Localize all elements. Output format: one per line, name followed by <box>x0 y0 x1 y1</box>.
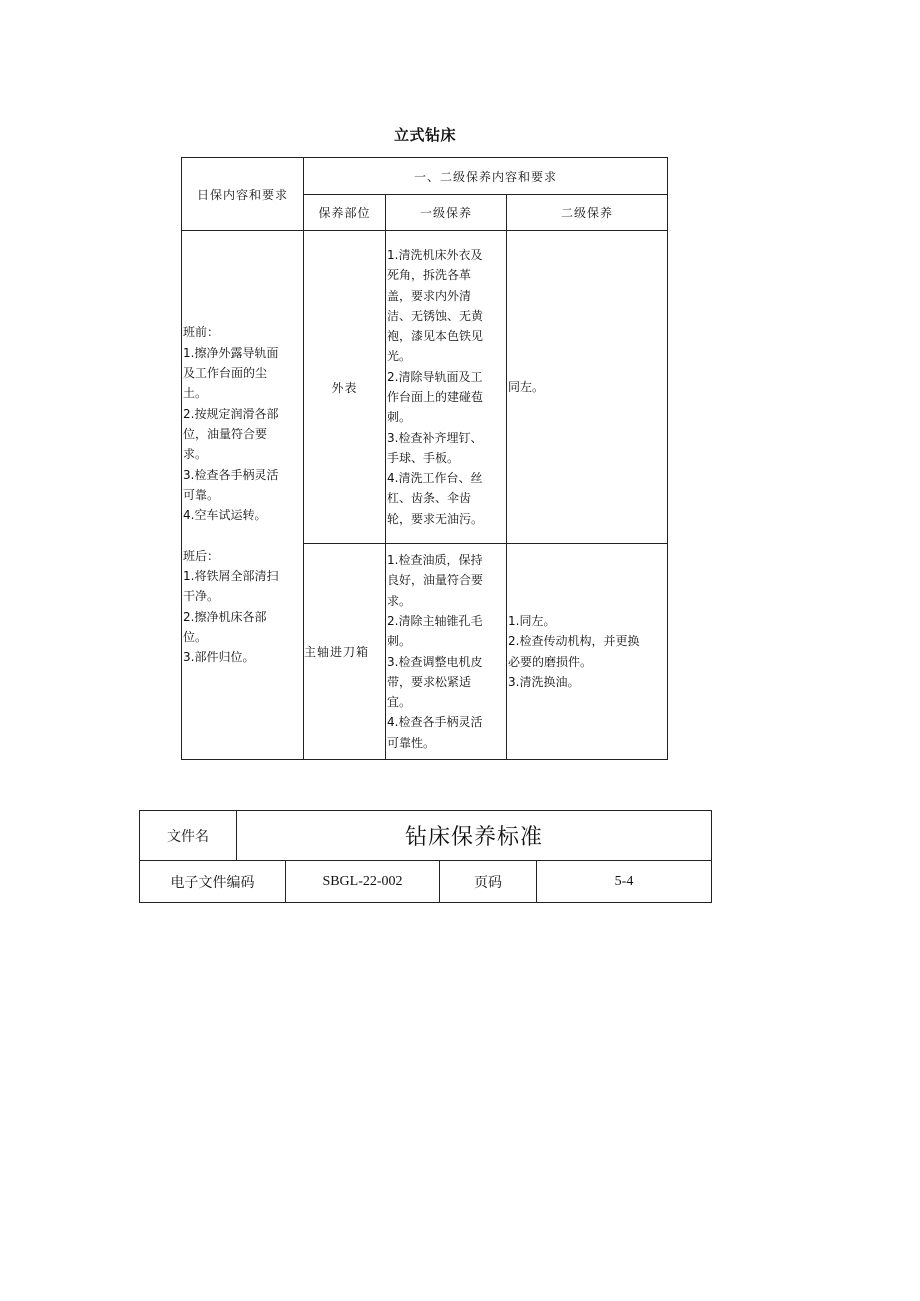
code-label: 电子文件编码 <box>140 861 286 903</box>
page-value: 5-4 <box>537 861 712 903</box>
header-level-1: 一级保养 <box>386 195 507 231</box>
file-name-label: 文件名 <box>140 811 237 861</box>
document-info-table <box>139 810 712 903</box>
level1-cell <box>386 231 507 544</box>
file-code-row <box>140 861 712 903</box>
file-name-row <box>140 811 712 861</box>
maintenance-table <box>181 157 668 760</box>
file-name-value: 钻床保养标准 <box>237 811 712 861</box>
level1-cell <box>386 544 507 760</box>
level1-text: 1.清洗机床外衣及 死角，拆洗各革 盖，要求内外清 洁、无锈蚀、无黄 袍，漆见本色铁见 光。 2.清除导轨面及工 作台面上的建碰苞 刺。 3.检查补齐埋钉、 手球、手板。 4.清洗工作台、丝 杠、齿条、伞齿 轮，要求无油污。 <box>387 247 484 526</box>
page-label: 页码 <box>440 861 537 903</box>
level2-text: 1.同左。 2.检查传动机构，并更换 必要的磨损件。 3.清洗换油。 <box>508 613 640 689</box>
level2-cell <box>507 544 668 760</box>
table-row <box>182 231 668 544</box>
code-value: SBGL-22-002 <box>286 861 440 903</box>
level2-cell <box>507 231 668 544</box>
table-header-row-1 <box>182 158 668 195</box>
part-cell: 主轴进刀箱 <box>304 544 386 760</box>
level1-text: 1.检查油质，保持 良好，油量符合要 求。 2.清除主轴锥孔毛 刺。 3.检查调整电机皮 带，要求松紧适 宜。 4.检查各手柄灵活 可靠性。 <box>387 553 484 750</box>
header-maintenance-part: 保养部位 <box>304 195 386 231</box>
level2-text: 同左。 <box>508 379 545 394</box>
document-title: 立式钻床 <box>393 126 456 144</box>
part-cell: 外表 <box>304 231 386 544</box>
header-level-2: 二级保养 <box>507 195 668 231</box>
header-level-1-2-maintenance: 一、二级保养内容和要求 <box>304 158 668 195</box>
daily-maintenance-cell <box>182 231 304 760</box>
daily-maintenance-text: 班前： 1.擦净外露导轨面 及工作台面的尘 土。 2.按规定润滑各部 位，油量符合要 求。 3.检查各手柄灵活 可靠。 4.空车试运转。 班后： 1.将铁屑全部清扫 干净。 2.擦净机床各部 位。 3.部件归位。 <box>183 325 279 665</box>
header-daily-maintenance: 日保内容和要求 <box>182 158 304 231</box>
